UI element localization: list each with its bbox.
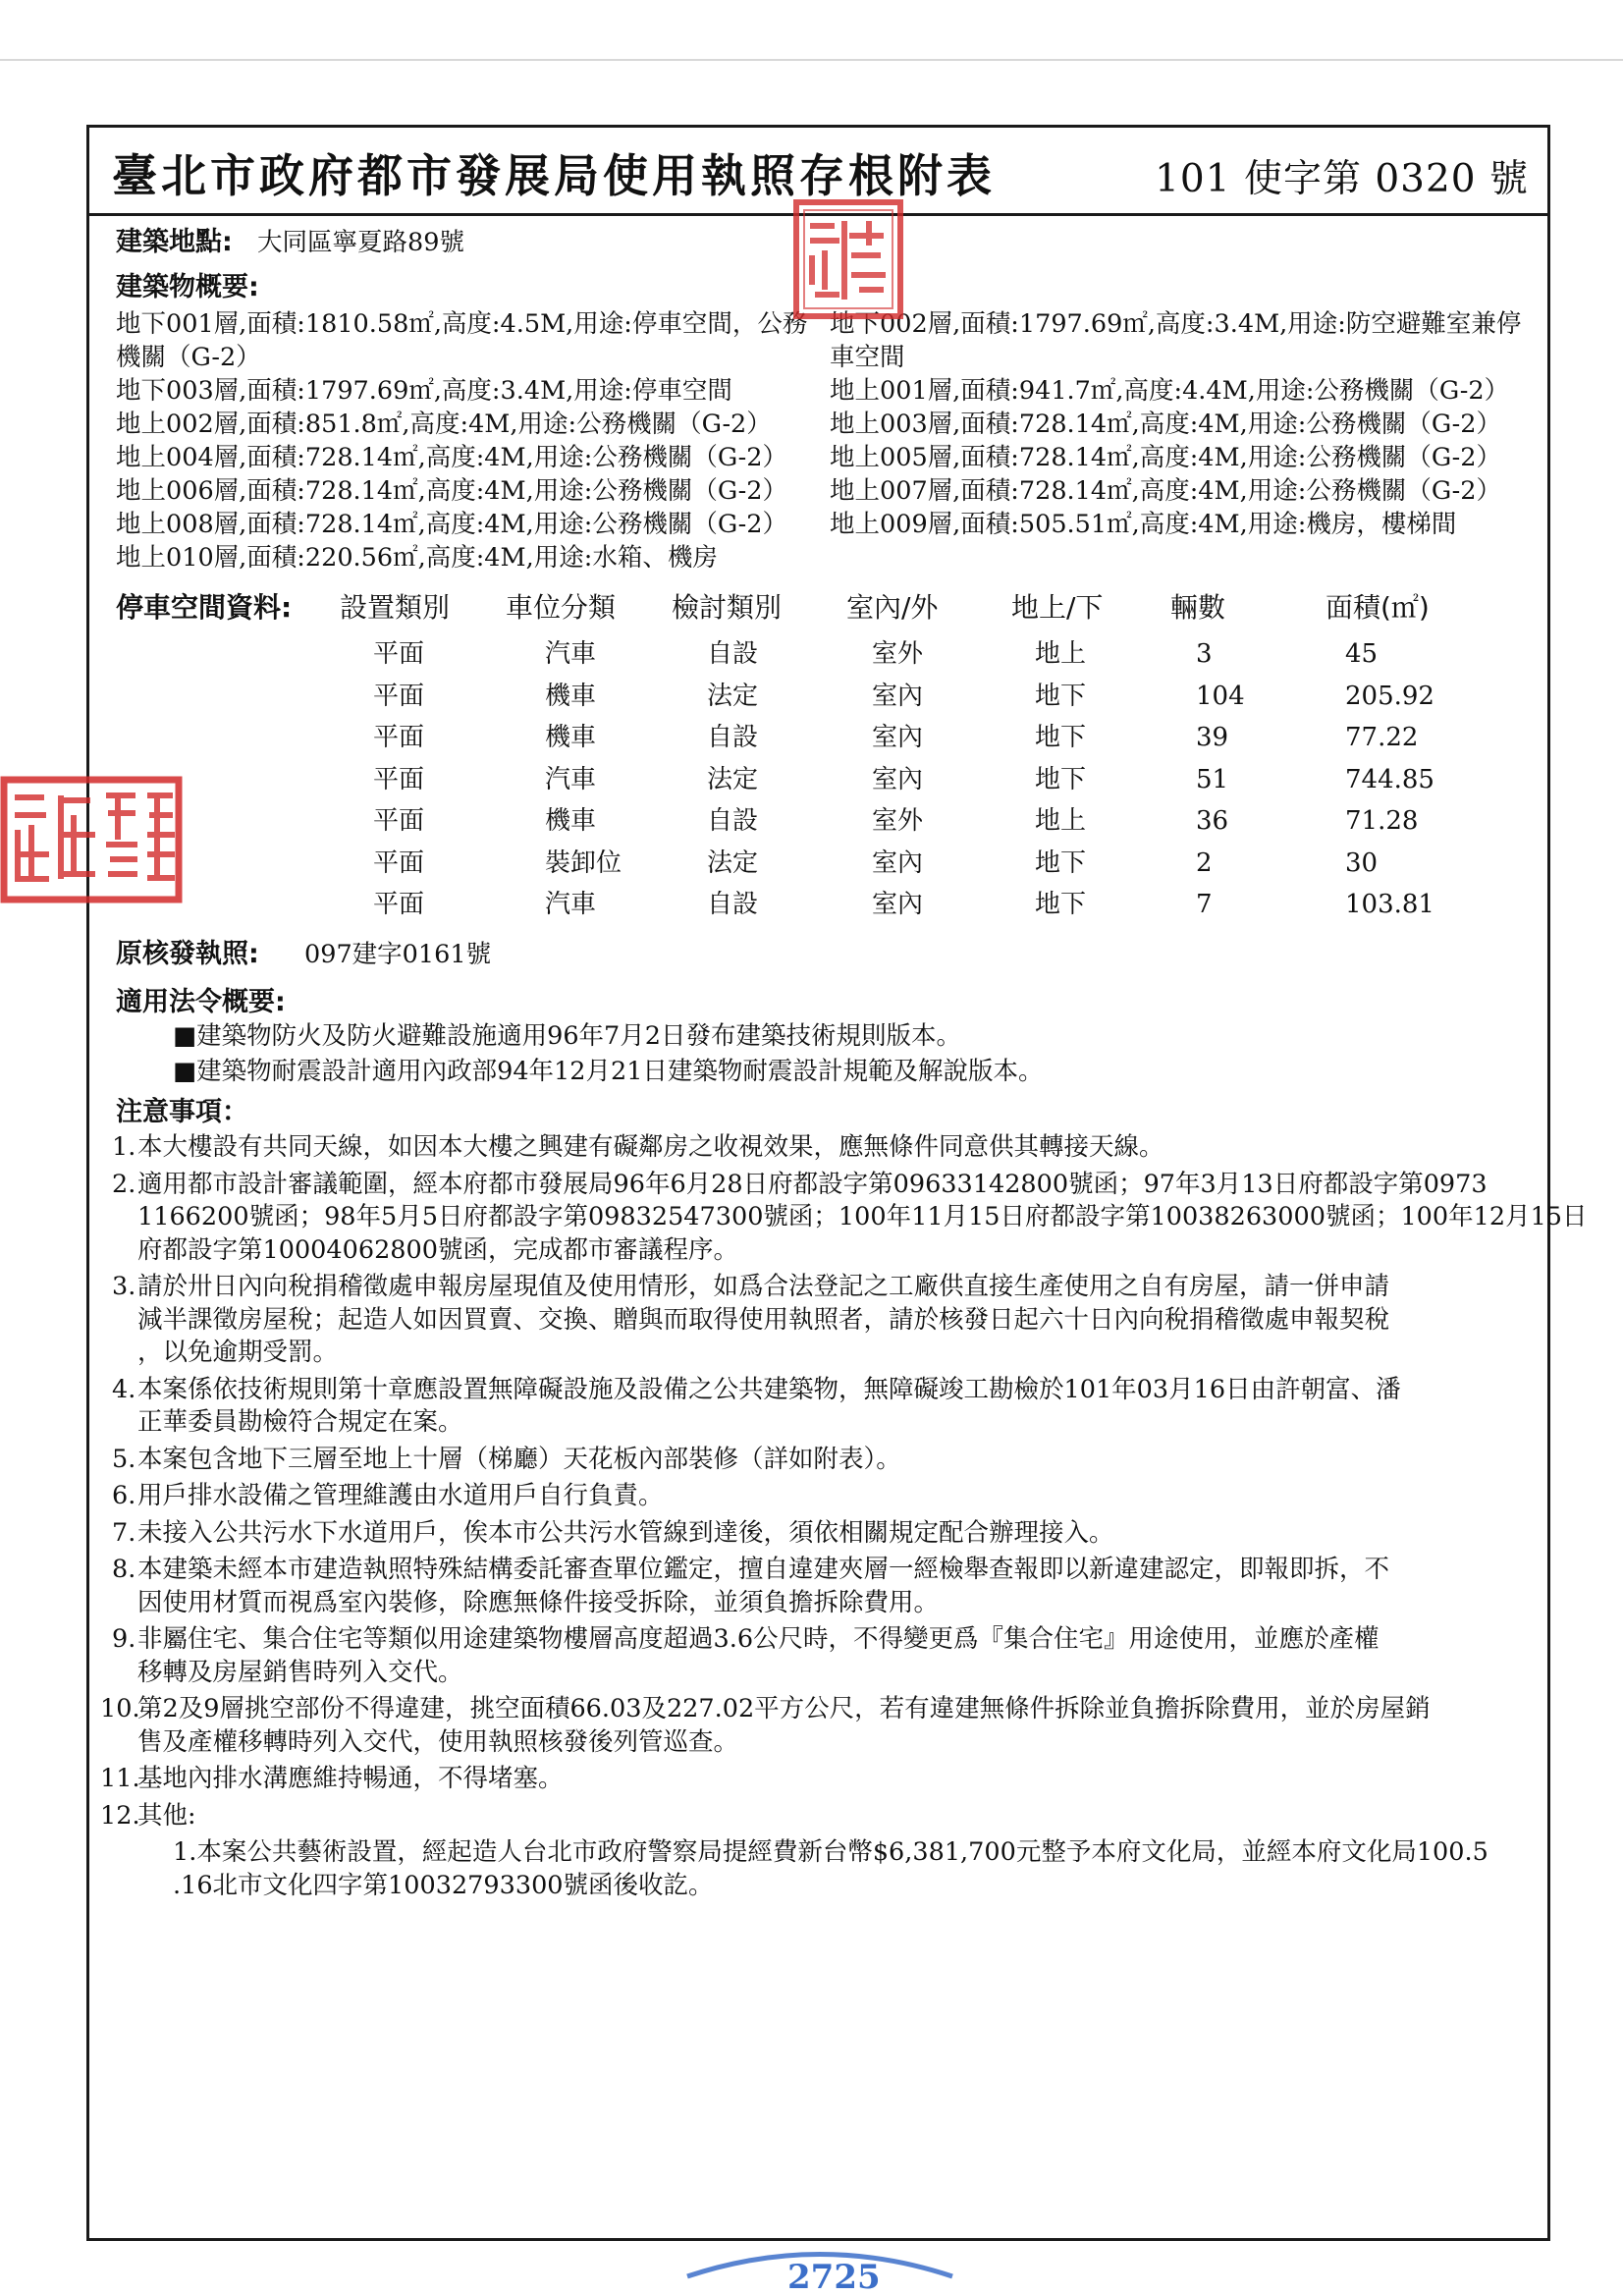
parking-row [0,759,1623,800]
parking-cell: 裝卸位 [545,847,622,878]
note-line: 本大樓設有共同天線，如因本大樓之興建有礙鄰房之收視效果，應無條件同意供其轉接天線。 [137,1132,1164,1162]
floor-b2-line1: 地下002層,面積:1797.69㎡,高度:3.4M,用途:防空避難室兼停 [830,309,1522,339]
parking-header-row [0,587,1623,629]
floor-6f: 地上006層,面積:728.14㎡,高度:4M,用途:公務機關（G-2） [116,476,788,506]
note-line: 其他: [137,1800,196,1831]
parking-cell: 機車 [545,723,597,752]
regulations-label: 適用法令概要: [116,987,286,1017]
floor-b1-line2: 機關（G-2） [116,343,261,372]
note-item [100,1800,1542,1833]
notes-label: 注意事項： [116,1097,248,1127]
parking-cell: 自設 [707,806,759,836]
floor-b1-line1: 地下001層,面積:1810.58㎡,高度:4.5M,用途:停車空間，公務 [116,309,808,339]
note-line: 本案包含地下三層至地上十層（梯廳）天花板內部裝修（詳如附表）。 [137,1444,901,1474]
note-item [100,1763,1542,1796]
parking-cell: 自設 [707,639,759,669]
note-item [112,1480,1542,1513]
original-permit-label: 原核發執照: [116,939,259,969]
parking-cell: 室外 [872,806,924,836]
note-item [112,1271,1542,1370]
parking-cell: 104 [1196,681,1245,711]
parking-col-count: 輛數 [1170,591,1226,624]
parking-row [0,884,1623,925]
note-item [112,1169,1588,1268]
parking-cell: 室內 [872,681,924,711]
site-value: 大同區寧夏路89號 [257,228,464,257]
parking-cell: 7 [1196,890,1213,919]
parking-cell: 室外 [872,639,924,669]
parking-cell: 平面 [373,847,425,878]
note-line: 適用都市設計審議範圍，經本府都市發展局96年6月28日府都設字第09633142800號函；97年3月13日府都設字第0973 [137,1169,1488,1199]
parking-cell: 平面 [373,639,425,669]
parking-cell: 103.81 [1345,890,1434,919]
parking-col-type: 設置類別 [340,591,451,624]
note-number: 2. [112,1169,136,1199]
parking-cell: 地上 [1035,639,1087,669]
note-number: 4. [112,1374,136,1404]
parking-cell: 39 [1196,723,1229,752]
site-label: 建築地點: [116,227,233,257]
parking-cell: 汽車 [545,764,597,794]
note-item [112,1517,1542,1551]
parking-cell: 機車 [545,806,597,836]
note-item [112,1623,1542,1689]
parking-col-vehicle: 車位分類 [506,591,617,624]
parking-cell: 平面 [373,681,425,711]
note-number: 9. [112,1624,136,1654]
note-item [112,1131,1542,1165]
note-line: 售及產權移轉時列入交代，使用執照核發後列管巡查。 [137,1726,739,1757]
parking-col-area: 面積(㎡) [1325,591,1430,624]
note-subitem-line: 1.本案公共藝術設置，經起造人台北市政府警察局提經費新台幣$6,381,700元整予本府文化局，並經本府文化局100.5 [173,1837,1488,1867]
parking-cell: 機車 [545,681,597,711]
document-title: 臺北市政府都市發展局使用執照存根附表 [112,149,996,202]
parking-cell: 法定 [707,847,759,878]
note-item [112,1554,1542,1619]
note-item [112,1374,1542,1440]
note-subitem [173,1836,1577,1902]
note-line: 本建築未經本市建造執照特殊結構委託審查單位鑑定，擅自違建夾層一經檢舉查報即以新違建認定，即報即拆，不 [137,1555,1390,1584]
parking-cell: 平面 [373,723,425,752]
parking-cell: 744.85 [1345,764,1434,794]
parking-cell: 36 [1196,806,1229,836]
parking-cell: 地下 [1035,764,1087,794]
note-number: 8. [112,1555,136,1584]
note-number: 3. [112,1272,136,1301]
floor-5f: 地上005層,面積:728.14㎡,高度:4M,用途:公務機關（G-2） [830,443,1502,472]
parking-cell: 平面 [373,806,425,836]
parking-cell: 法定 [707,764,759,794]
note-number: 5. [112,1444,136,1474]
parking-row [0,633,1623,675]
note-line: 未接入公共污水下水道用戶，俟本市公共污水管線到達後，須依相關規定配合辦理接入。 [137,1517,1114,1548]
note-subitem-line: .16北市文化四字第10032793300號函後收訖。 [173,1870,714,1900]
note-number: 12. [100,1800,140,1831]
parking-cell: 平面 [373,890,425,919]
parking-cell: 3 [1196,639,1213,669]
floor-8f: 地上008層,面積:728.14㎡,高度:4M,用途:公務機關（G-2） [116,510,788,539]
note-line: 用戶排水設備之管理維護由水道用戶自行負責。 [137,1481,664,1510]
note-line: 因使用材質而視爲室內裝修，除應無條件接受拆除，並須負擔拆除費用。 [137,1587,940,1617]
floor-9f: 地上009層,面積:505.51㎡,高度:4M,用途:機房，樓梯間 [830,510,1457,539]
note-line: 減半課徵房屋稅；起造人如因買賣、交換、贈與而取得使用執照者，請於核發日起六十日內向稅捐稽徵處申報契稅 [137,1304,1390,1335]
official-seal-icon [790,196,906,322]
receipt-stamp-number: 2725 [787,2258,881,2296]
parking-row [0,717,1623,758]
parking-cell: 室內 [872,764,924,794]
parking-label: 停車空間資料: [116,591,293,624]
parking-cell: 汽車 [545,890,597,919]
floor-3f: 地上003層,面積:728.14㎡,高度:4M,用途:公務機關（G-2） [830,410,1502,439]
note-item [100,1693,1542,1759]
floor-2f: 地上002層,面積:851.8㎡,高度:4M,用途:公務機關（G-2） [116,410,772,439]
note-line: ，以免逾期受罰。 [137,1338,339,1367]
receipt-stamp-icon [677,2237,962,2296]
parking-cell: 自設 [707,890,759,919]
parking-cell: 地下 [1035,847,1087,878]
floor-7f: 地上007層,面積:728.14㎡,高度:4M,用途:公務機關（G-2） [830,476,1502,506]
note-item [112,1444,1542,1477]
parking-cell: 77.22 [1345,723,1419,752]
parking-cell: 45 [1345,639,1379,669]
note-line: 基地內排水溝應維持暢通，不得堵塞。 [137,1764,564,1793]
note-line: 請於卅日內向稅捐稽徵處申報房屋現值及使用情形，如爲合法登記之工廠供直接生產使用之自有房屋，請一併申請 [137,1272,1390,1301]
parking-cell: 平面 [373,764,425,794]
parking-cell: 地下 [1035,890,1087,919]
floor-b3: 地下003層,面積:1797.69㎡,高度:3.4M,用途:停車空間 [116,376,732,406]
parking-cell: 205.92 [1345,681,1434,711]
approval-seal-icon [0,776,183,903]
original-permit-value: 097建字0161號 [304,940,492,969]
parking-cell: 地下 [1035,723,1087,752]
scan-edge-line [0,59,1623,61]
parking-cell: 法定 [707,681,759,711]
parking-cell: 地下 [1035,681,1087,711]
note-line: 1166200號函；98年5月5日府都設字第09832547300號函；100年11月15日府都設字第10038263000號函；100年12月15日 [137,1202,1588,1231]
parking-cell: 自設 [707,723,759,752]
note-line: 移轉及房屋銷售時列入交代。 [137,1657,463,1687]
building-overview-label: 建築物概要: [116,272,259,302]
parking-cell: 30 [1345,847,1379,878]
parking-col-indoor: 室內/外 [846,591,939,624]
note-number: 6. [112,1481,136,1510]
note-number: 11. [100,1764,140,1793]
parking-cell: 室內 [872,723,924,752]
parking-col-review: 檢討類別 [672,591,783,624]
note-line: 府都設字第10004062800號函，完成都市審議程序。 [137,1234,738,1265]
note-number: 1. [112,1132,136,1162]
note-number: 7. [112,1517,136,1548]
floor-4f: 地上004層,面積:728.14㎡,高度:4M,用途:公務機關（G-2） [116,443,788,472]
note-line: 第2及9層挑空部份不得違建，挑空面積66.03及227.02平方公尺，若有違建無條件拆除並負擔拆除費用，並於房屋銷 [137,1694,1431,1723]
regulation-item: ■建築物防火及防火避難設施適用96年7月2日發布建築技術規則版本。 [173,1021,961,1051]
parking-col-level: 地上/下 [1011,591,1104,624]
parking-cell: 室內 [872,847,924,878]
floor-b2-line2: 車空間 [830,343,905,372]
parking-cell: 室內 [872,890,924,919]
parking-row [0,843,1623,884]
parking-cell: 51 [1196,764,1229,794]
regulation-item: ■建築物耐震設計適用內政部94年12月21日建築物耐震設計規範及解說版本。 [173,1057,1044,1086]
floor-10f: 地上010層,面積:220.56㎡,高度:4M,用途:水箱、機房 [116,543,718,573]
parking-cell: 2 [1196,847,1213,878]
parking-cell: 71.28 [1345,806,1419,836]
note-number: 10. [100,1694,140,1723]
note-line: 非屬住宅、集合住宅等類似用途建築物樓層高度超過3.6公尺時，不得變更爲『集合住宅』用途使用，並應於產權 [137,1624,1380,1654]
parking-row [0,676,1623,717]
floor-1f: 地上001層,面積:941.7㎡,高度:4.4M,用途:公務機關（G-2） [830,376,1510,406]
parking-cell: 汽車 [545,639,597,669]
parking-row [0,800,1623,842]
parking-cell: 地上 [1035,806,1087,836]
note-line: 正華委員勘檢符合規定在案。 [137,1407,463,1437]
permit-number: 101 使字第 0320 號 [1155,157,1529,201]
note-line: 本案係依技術規則第十章應設置無障礙設施及設備之公共建築物，無障礙竣工勘檢於101年03月16日由許朝富、潘 [137,1374,1401,1404]
